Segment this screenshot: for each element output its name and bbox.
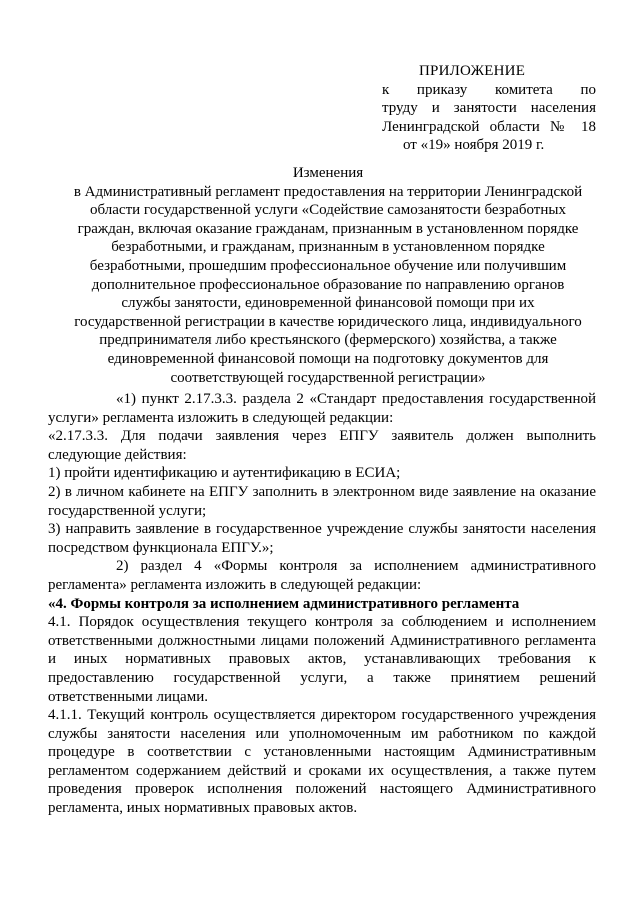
appendix-line: труду и занятости населения	[382, 100, 596, 116]
paragraph: 3) направить заявление в государственное учреждение службы занятости населения посредством функционала ЕПГУ.»;	[48, 521, 596, 556]
appendix-title: ПРИЛОЖЕНИЕ	[419, 63, 526, 79]
appendix-date: от «19» ноября 2019 г.	[403, 137, 545, 153]
paragraph: 4.1.1. Текущий контроль осуществляется директором государственного учреждения службы занятости населения или уполномоченным им работником по каждой процедуре в соответствии с установленными настоящим Административным регламентом содержанием действий и сроками их осуществления, а также путем проведения проверок исполнения положений настоящего Административного регламента, иных нормативных правовых актов.	[48, 707, 596, 817]
paragraph: «1) пункт 2.17.3.3. раздела 2 «Стандарт предоставления государственной услуги» регламента изложить в следующей редакции:	[48, 391, 596, 426]
appendix-line: к приказу комитета по	[382, 81, 596, 98]
paragraph: «2.17.3.3. Для подачи заявления через ЕПГУ заявитель должен выполнить следующие действия:	[48, 428, 596, 463]
document-body	[48, 390, 596, 818]
paragraph: 4.1. Порядок осуществления текущего контроля за соблюдением и исполнением ответственными должностными лицами положений Административного регламента и иных нормативных правовых актов, устанавливающих требования к предоставлению государственной услуги, а также принятием решений ответственными лицами.	[48, 614, 596, 705]
section-heading: «4. Формы контроля за исполнением административного регламента	[48, 595, 520, 612]
paragraph: 1) пройти идентификацию и аутентификацию в ЕСИА;	[48, 465, 401, 482]
appendix-line: Ленинградской области № 18	[382, 118, 596, 135]
appendix-block	[382, 62, 596, 155]
document-heading	[68, 164, 588, 387]
paragraph: 2) раздел 4 «Формы контроля за исполнением административного регламента» регламента изложить в следующей редакции:	[48, 558, 596, 593]
heading-subtitle: в Административный регламент предоставления на территории Ленинградской области государственной услуги «Содействие самозанятости безработных граждан, включая оказание гражданам, признанным в установленном порядке безработными, и гражданам, признанным в установленном порядке безработными, прошедшим профессиональное обучение или получившим дополнительное профессиональное образование по направлению органов службы занятости, единовременной финансовой помощи при их государственной регистрации в качестве юридического лица, индивидуального предпринимателя либо крестьянского (фермерского) хозяйства, а также единовременной финансовой помощи на подготовку документов для соответствующей государственной регистрации»	[73, 183, 583, 386]
paragraph: 2) в личном кабинете на ЕПГУ заполнить в электронном виде заявление на оказание государственной услуги;	[48, 483, 596, 519]
heading-title: Изменения	[292, 165, 364, 181]
